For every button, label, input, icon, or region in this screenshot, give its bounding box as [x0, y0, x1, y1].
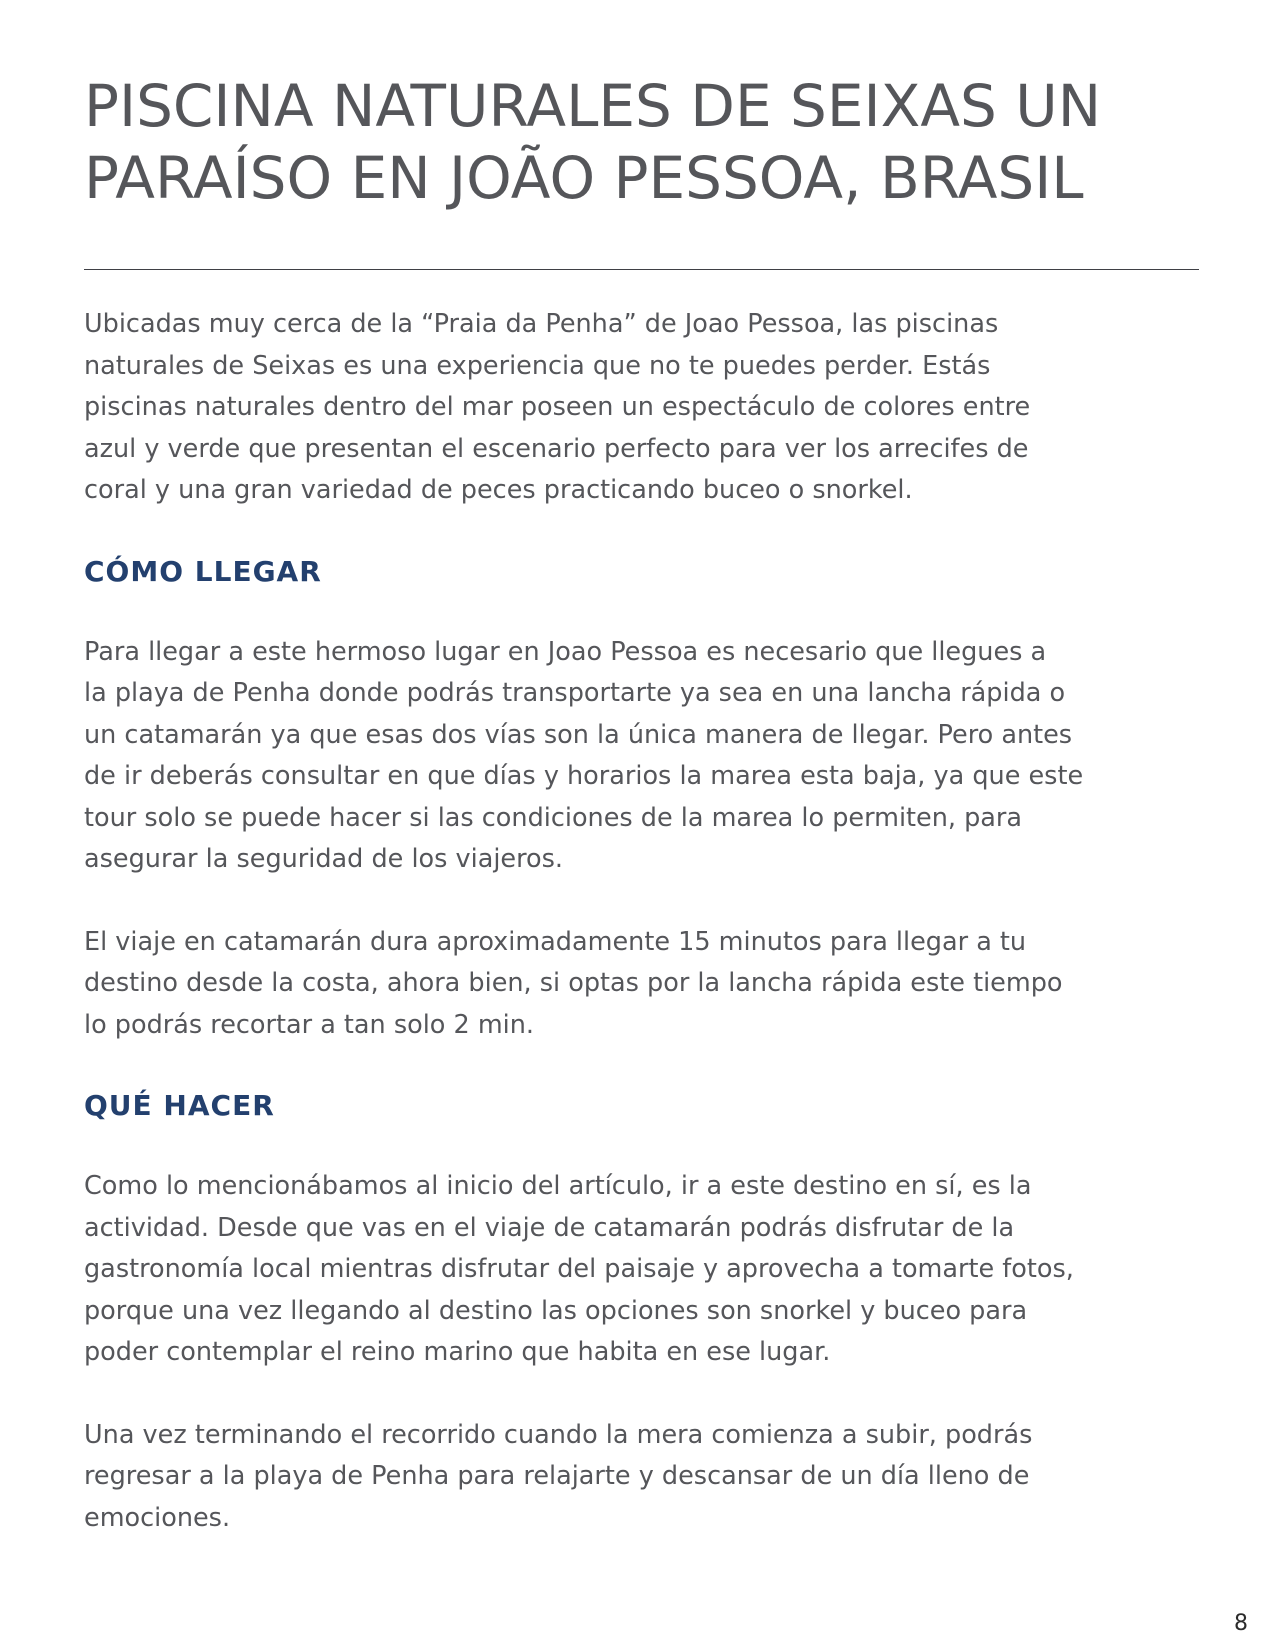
text-line: gastronomía local mientras disfrutar del paisaje y aprovecha a tomarte fotos,	[84, 1254, 1074, 1284]
como-llegar-paragraph-2	[84, 922, 1199, 1047]
text-line: tour solo se puede hacer si las condiciones de la marea lo permiten, para	[84, 802, 1023, 833]
text-line: poder contemplar el reino marino que habita en ese lugar.	[84, 1337, 831, 1367]
page-title	[84, 70, 1199, 214]
intro-paragraph	[84, 304, 1199, 512]
text-line: porque una vez llegando al destino las opciones son snorkel y buceo para	[84, 1295, 1028, 1326]
text-line: Una vez terminando el recorrido cuando la mera comienza a subir, podrás	[84, 1419, 1033, 1450]
section-heading-como-llegar: CÓMO LLEGAR	[84, 554, 322, 588]
text-line: azul y verde que presentan el escenario perfecto para ver los arrecifes de	[84, 433, 1029, 464]
text-line: destino desde la costa, ahora bien, si optas por la lancha rápida este tiempo	[84, 968, 1063, 998]
text-line: actividad. Desde que vas en el viaje de catamarán podrás disfrutar de la	[84, 1212, 1015, 1243]
text-line: piscinas naturales dentro del mar poseen un espectáculo de colores entre	[84, 392, 1031, 422]
section-heading-que-hacer: QUÉ HACER	[84, 1089, 275, 1122]
text-line: El viaje en catamarán dura aproximadamente 15 minutos para llegar a tu	[84, 926, 1027, 957]
text-line: coral y una gran variedad de peces practicando buceo o snorkel.	[84, 475, 913, 505]
text-line: emociones.	[84, 1502, 231, 1533]
text-line: la playa de Penha donde podrás transportarte ya sea en una lancha rápida o	[84, 678, 1066, 708]
text-line: Ubicadas muy cerca de la “Praia da Penha” de Joao Pessoa, las piscinas	[84, 309, 999, 339]
text-line: un catamarán ya que esas dos vías son la única manera de llegar. Pero antes	[84, 719, 1073, 750]
text-line: regresar a la playa de Penha para relajarte y descansar de un día lleno de	[84, 1461, 1030, 1491]
document-page	[84, 70, 1199, 1539]
como-llegar-paragraph-1	[84, 632, 1199, 881]
text-line: lo podrás recortar a tan solo 2 min.	[84, 1009, 535, 1040]
text-line: Como lo mencionábamos al inicio del artículo, ir a este destino en sí, es la	[84, 1171, 1032, 1201]
page-number: 8	[1234, 1611, 1248, 1636]
que-hacer-paragraph-2	[84, 1415, 1199, 1540]
title-line: PARAÍSO EN JOÃO PESSOA, BRASIL	[84, 144, 1084, 212]
title-line: PISCINA NATURALES DE SEIXAS UN	[84, 72, 1102, 140]
text-line: Para llegar a este hermoso lugar en Joao Pessoa es necesario que llegues a	[84, 636, 1047, 667]
title-divider	[84, 269, 1199, 270]
text-line: asegurar la seguridad de los viajeros.	[84, 844, 564, 874]
text-line: de ir deberás consultar en que días y horarios la marea esta baja, ya que este	[84, 761, 1084, 791]
que-hacer-paragraph-1	[84, 1166, 1199, 1374]
text-line: naturales de Seixas es una experiencia que no te puedes perder. Estás	[84, 350, 991, 381]
